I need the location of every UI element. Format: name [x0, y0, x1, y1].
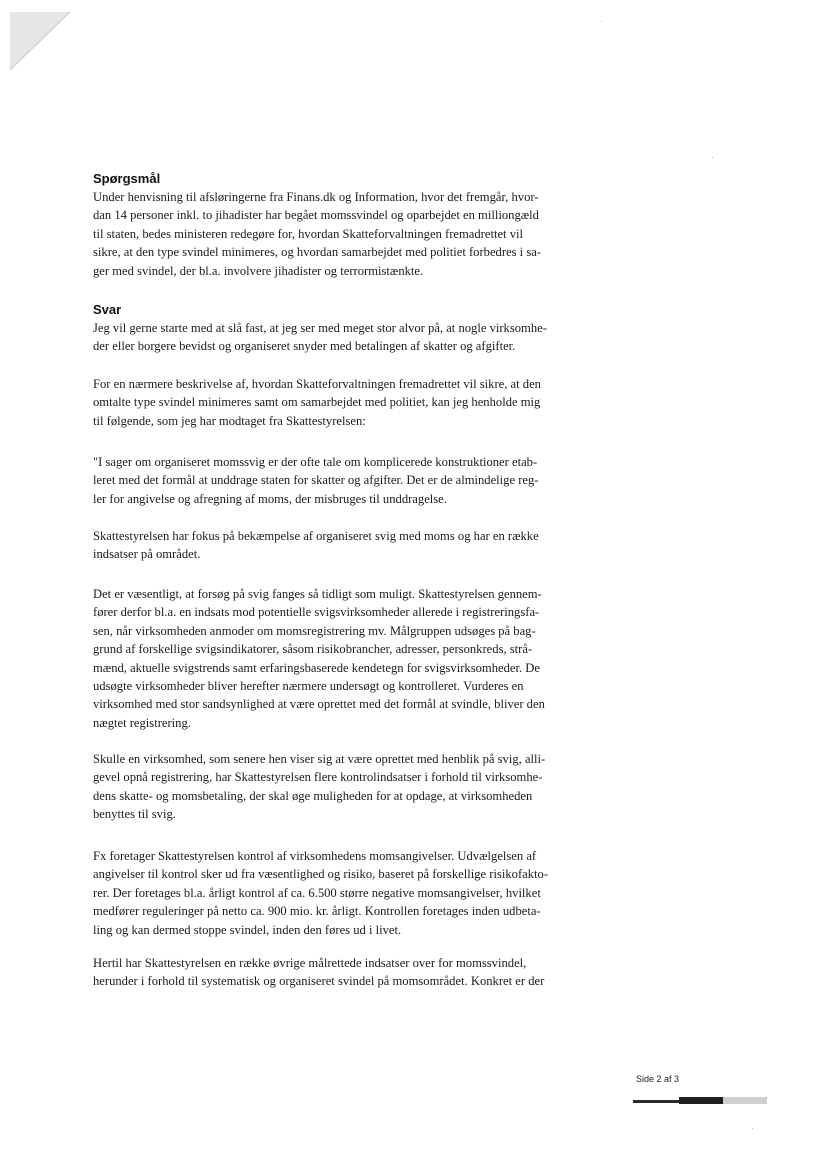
text-line: rer. Der foretages bl.a. årligt kontrol af ca. 6.500 større negative momsangivelser, hvilket: [93, 885, 541, 900]
question-section: [93, 170, 541, 280]
text-line: fører derfor bl.a. en indsats mod potentielle svigsvirksomheder allerede i registreringsfa-: [93, 605, 540, 620]
text-line: Skattestyrelsen har fokus på bekæmpelse af organiseret svig med moms og har en række: [93, 529, 539, 543]
progress-segment-done: [633, 1100, 679, 1103]
page-corner-fold: [0, 0, 72, 72]
page-number: Side 2 af 3: [636, 1074, 680, 1084]
text-line: indsatser på området.: [93, 547, 201, 562]
answer-paragraph: [93, 750, 545, 824]
text-line: For en nærmere beskrivelse af, hvordan Skatteforvaltningen fremadrettet vil sikre, at den: [93, 377, 541, 391]
text-line: mænd, aktuelle svigstrends samt erfaringsbaserede kendetegn for svigsvirksomheder. De: [93, 660, 540, 675]
scan-speck: [752, 1128, 753, 1129]
text-line: "I sager om organiseret momssvig er der ofte tale om komplicerede konstruktioner etab-: [93, 455, 538, 469]
scan-speck: [712, 157, 713, 158]
text-line: Hertil har Skattestyrelsen en række øvrige målrettede indsatser over for momssvindel,: [93, 956, 527, 970]
text-line: sen, når virksomheden anmoder om momsregistrering mv. Målgruppen udsøges på bag-: [93, 623, 536, 638]
answer-paragraph: [93, 954, 544, 991]
text-line: gevel opnå registrering, har Skattestyrelsen flere kontrolindsatser i forhold til virksomhe-: [93, 770, 543, 785]
scan-speck: [601, 21, 602, 22]
answer-section: [93, 301, 547, 356]
answer-paragraph: [93, 319, 547, 356]
text-line: til staten, bedes ministeren redegøre for, hvordan Skatteforvaltningen fremadrettet vil: [93, 226, 523, 241]
text-line: leret med det formål at unddrage staten for skatter og afgifter. Det er de almindelige reg-: [93, 473, 539, 488]
text-line: Jeg vil gerne starte med at slå fast, at jeg ser med meget stor alvor på, at nogle virksomhe-: [93, 321, 547, 335]
question-paragraph: [93, 188, 541, 280]
progress-segment-remaining: [723, 1097, 767, 1104]
answer-paragraph: [93, 527, 539, 564]
text-line: dens skatte- og momsbetaling, der skal øge muligheden for at opdage, at virksomheden: [93, 788, 533, 803]
text-line: sikre, at den type svindel minimeres, og hvordan samarbejdet med politiet forbedres i sa-: [93, 245, 542, 260]
text-line: grund af forskellige svigsindikatorer, såsom risikobrancher, adresser, personkreds, strå-: [93, 642, 533, 657]
text-line: til følgende, som jeg har modtaget fra Skattestyrelsen:: [93, 413, 366, 428]
text-line: virksomhed med stor sandsynlighed at være oprettet med det formål at svindle, bliver den: [93, 697, 545, 712]
text-line: Skulle en virksomhed, som senere hen viser sig at være oprettet med henblik på svig, alli-: [93, 752, 546, 766]
text-line: der eller borgere bevidst og organiseret snyder med betalingen af skatter og afgifter.: [93, 339, 516, 354]
text-line: ling og kan dermed stoppe svindel, inden den føres ud i livet.: [93, 922, 402, 937]
text-line: Under henvisning til afsløringerne fra Finans.dk og Information, hvor det fremgår, hvor-: [93, 190, 539, 204]
answer-paragraph: [93, 585, 545, 732]
answer-paragraph: [93, 375, 541, 430]
text-line: dan 14 personer inkl. to jihadister har begået momssvindel og oparbejdet en milliongæld: [93, 208, 539, 223]
answer-heading: Svar: [93, 302, 122, 317]
text-line: omtalte type svindel minimeres samt om samarbejdet med politiet, kan jeg henholde mig: [93, 395, 541, 410]
page-progress-bar: [633, 1097, 767, 1105]
answer-paragraph: [93, 847, 548, 939]
text-line: Fx foretager Skattestyrelsen kontrol af virksomhedens momsangivelser. Udvælgelsen af: [93, 849, 537, 863]
progress-segment-current: [679, 1097, 723, 1104]
text-line: ler for angivelse og afregning af moms, der misbruges til unddragelse.: [93, 491, 447, 506]
text-line: udsøgte virksomheder bliver herefter nærmere undersøgt og kontrolleret. Vurderes en: [93, 679, 524, 694]
text-line: nægtet registrering.: [93, 715, 191, 730]
text-line: Det er væsentligt, at forsøg på svig fanges så tidligt som muligt. Skattestyrelsen gennem-: [93, 587, 542, 601]
text-line: angivelser til kontrol sker ud fra væsentlighed og risiko, baseret på forskellige risikofakto-: [93, 867, 549, 882]
question-heading: Spørgsmål: [93, 171, 161, 186]
text-line: ger med svindel, der bl.a. involvere jihadister og terrormistænkte.: [93, 263, 424, 278]
answer-paragraph: [93, 453, 539, 508]
text-line: benyttes til svig.: [93, 807, 176, 822]
text-line: herunder i forhold til systematisk og organiseret svindel på momsområdet. Konkret er der: [93, 974, 545, 989]
text-line: medfører reguleringer på netto ca. 900 mio. kr. årligt. Kontrollen foretages inden udbeta-: [93, 904, 541, 919]
